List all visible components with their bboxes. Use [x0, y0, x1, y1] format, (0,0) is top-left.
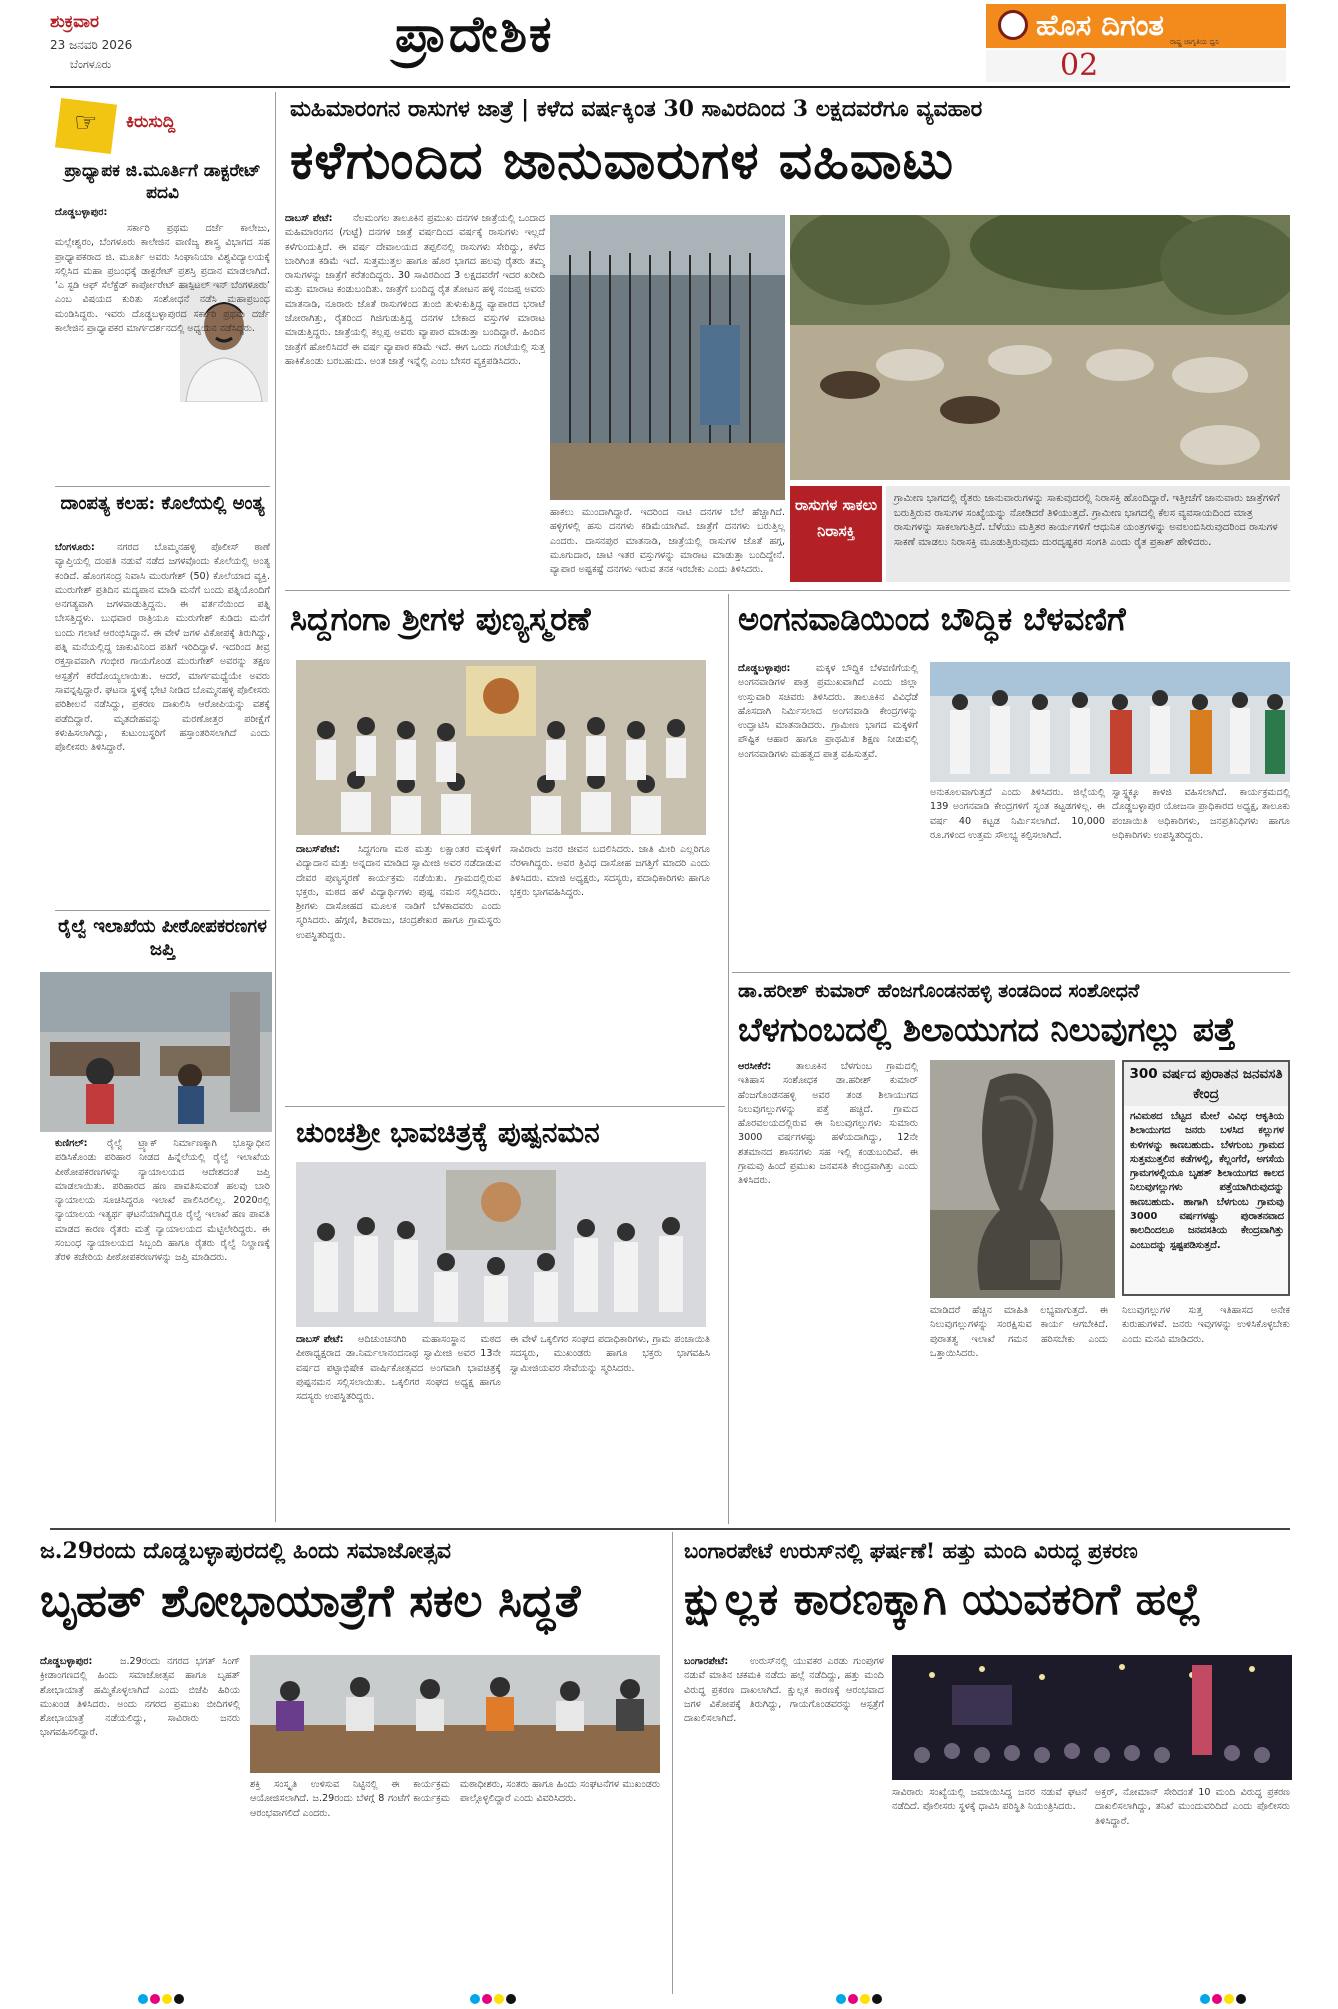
- shobhayatra-headline: ಬೃಹತ್ ಶೋಭಾಯಾತ್ರೆಗೆ ಸಕಲ ಸಿದ್ಧತೆ: [40, 1574, 581, 1627]
- lead-headline: ಕಳೆಗುಂದಿದ ಜಾನುವಾರುಗಳ ವಹಿವಾಟು: [290, 130, 955, 191]
- masthead-city: ಬೆಂಗಳೂರು: [70, 58, 112, 71]
- siddaganga-dateline: ದಾಬಸ್‌ಪೇಟೆ:: [296, 844, 341, 855]
- cmyk-mark-m4: [1212, 1994, 1222, 2004]
- middle-divider: [728, 594, 729, 1524]
- page-number: 02: [1060, 48, 1099, 83]
- siddaganga-rule: [285, 1106, 725, 1107]
- siddaganga-col-2: ಸಾವಿರಾರು ಜನರ ಜೀವನ ಬದಲಿಸಿದರು. ಜಾತಿ ಮೀರಿ ಎಲ್ಲರಿಗೂ ನೆರಳಾಗಿದ್ದರು. ಅವರ ತ್ರಿವಿಧ ದಾಸೋಹ ಜಗತ್ತಿಗೆ ಮಾದರಿ ಎಂದು ತಿಳಿಸಿದರು. ಮಾಜಿ ಅಧ್ಯಕ್ಷರು, ಸದಸ್ಯರು, ಪದಾಧಿಕಾರಿಗಳು ಹಾಗೂ ಭಕ್ತರು ಭಾಗವಹಿಸಿದ್ದರು.: [510, 844, 710, 898]
- anganwadi-col-2: ಅನುಕೂಲವಾಗುತ್ತದೆ ಎಂದು ತಿಳಿಸಿದರು. ಜಿಲ್ಲೆಯಲ್ಲಿ 139 ಅಂಗನವಾಡಿ ಕೇಂದ್ರಗಳಿಗೆ ಸ್ವಂತ ಕಟ್ಟಡಗಳಿಲ್ಲ. ಈ ವರ್ಷ 40 ಕಟ್ಟಡ ನಿರ್ಮಿಸಲಾಗಿದೆ. 10,000 ರೂ.ಗಳಿಂದ ಉತ್ತಮ ಸೌಲಭ್ಯ ಕಲ್ಪಿಸಲಾಗಿದೆ.: [930, 787, 1105, 841]
- chunchashri-col-1: ಆದಿಚುಂಚನಗಿರಿ ಮಹಾಸಂಸ್ಥಾನ ಮಠದ ಪೀಠಾಧ್ಯಕ್ಷರಾದ ಡಾ.ನಿರ್ಮಲಾನಂದನಾಥ ಸ್ವಾಮೀಜಿ ಅವರ 13ನೇ ವರ್ಷದ ಪಟ್ಟಾಭಿಷೇಕ ವಾರ್ಷಿಕೋತ್ಸವದ ಅಂಗವಾಗಿ ಭಾವಚಿತ್ರಕ್ಕೆ ಪುಷ್ಪನಮನ ಸಲ್ಲಿಸಲಾಯಿತು. ಒಕ್ಕಲಿಗರ ಸಂಘದ ಅಧ್ಯಕ್ಷ ಹಾಗೂ ಸದಸ್ಯರು ಉಪಸ್ಥಿತರಿದ್ದರು.: [296, 1334, 501, 1403]
- anganwadi-rule: [732, 972, 1290, 973]
- masthead: [0, 0, 1338, 86]
- shilayuga-col-1: ತಾಲೂಕಿನ ಬೆಳಗುಂಬ ಗ್ರಾಮದಲ್ಲಿ ಇತಿಹಾಸ ಸಂಶೋಧಕ ಡಾ.ಹರೀಶ್ ಕುಮಾರ್ ಹೆಂಜಗೊಂಡನಹಳ್ಳಿ ಅವರ ತಂಡ ಶಿಲಾಯುಗದ ನಿಲುವುಗಲ್ಲುಗಳನ್ನು ಪತ್ತೆ ಹಚ್ಚಿದೆ. ಗ್ರಾಮದ ಹೊರವಲಯದಲ್ಲಿರುವ ಈ ನಿಲುವುಗಲ್ಲುಗಳು ಸುಮಾರು 3000 ವರ್ಷಗಳಷ್ಟು ಹಳೆಯದಾಗಿದ್ದು, 12ನೇ ಶತಮಾನದ ಶಾಸನಗಳು ಸಹ ಇಲ್ಲಿ ಕಂಡುಬಂದಿವೆ. ಈ ಗ್ರಾಮವು ಹಿಂದೆ ಪ್ರಮುಖ ಜನವಸತಿ ಕೇಂದ್ರವಾಗಿತ್ತು ಎಂದು ತಿಳಿಸಿದರು.: [738, 1061, 918, 1187]
- anganwadi-photo: [930, 662, 1290, 782]
- masthead-rule: [50, 86, 1290, 88]
- cmyk-mark-c3: [836, 1994, 846, 2004]
- sidebar-divider: [275, 92, 276, 1522]
- chunchashri-photo: [296, 1162, 706, 1327]
- cmyk-mark-c4: [1200, 1994, 1210, 2004]
- siddaganga-col-1: ಸಿದ್ದಗಂಗಾ ಮಠ ಮತ್ತು ಲಕ್ಷಾಂತರ ಮಕ್ಕಳಿಗೆ ವಿದ್ಯಾದಾನ ಮತ್ತು ಅನ್ನದಾನ ಮಾಡಿದ ಸ್ವಾಮೀಜಿ ಅವರ ನಡೆದಾಡುವ ದೇವರ ಪುಣ್ಯಸ್ಮರಣೆ ಕಾರ್ಯಕ್ರಮ ನಡೆಯಿತು. ಗ್ರಾಮದಲ್ಲಿರುವ ಭಕ್ತರು, ಮಠದ ಹಳೆ ವಿದ್ಯಾರ್ಥಿಗಳು ಪುಷ್ಪ ನಮನ ಸಲ್ಲಿಸಿದರು. ಶ್ರೀಗಳು ದಾಸೋಹದ ಮೂಲಕ ನಾಡಿಗೆ ಬೆಳಕಾದವರು ಎಂದು ಸ್ಮರಿಸಿದರು. ಹೆಗ್ಗಣಿ, ಶಿವರಾಜು, ಚಂದ್ರಶೇಖರ ಹಾಗೂ ಗ್ರಾಮಸ್ಥರು ಉಪಸ್ಥಿತರಿದ್ದರು.: [296, 844, 501, 941]
- shobhayatra-kicker: ಜ.29ರಂದು ದೊಡ್ಡಬಳ್ಳಾಪುರದಲ್ಲಿ ಹಿಂದು ಸಮಾಜೋತ್ಸವ: [40, 1538, 452, 1564]
- shilayuga-col-2: ಮಾಡಿದರೆ ಹೆಚ್ಚಿನ ಮಾಹಿತಿ ಲಭ್ಯವಾಗುತ್ತದೆ. ಈ ನಿಲುವುಗಲ್ಲುಗಳನ್ನು ಸಂರಕ್ಷಿಸುವ ಕಾರ್ಯ ಆಗಬೇಕಿದೆ. ಪುರಾತತ್ವ ಇಲಾಖೆ ಗಮನ ಹರಿಸಬೇಕು ಎಂದು ಒತ್ತಾಯಿಸಿದರು.: [930, 1305, 1108, 1359]
- lead-kicker: ಮಹಿಮಾರಂಗನ ರಾಸುಗಳ ಜಾತ್ರೆ | ಕಳೆದ ವರ್ಷಕ್ಕಿಂತ 30 ಸಾವಿರದಿಂದ 3 ಲಕ್ಷದವರೆಗೂ ವ್ಯವಹಾರ: [290, 96, 983, 122]
- kiru-suddi-badge: ಕಿರುಸುದ್ದಿ: [126, 112, 176, 132]
- chunchashri-col-2: ಈ ವೇಳೆ ಒಕ್ಕಲಿಗರ ಸಂಘದ ಪದಾಧಿಕಾರಿಗಳು, ಗ್ರಾಮ ಪಂಚಾಯಿತಿ ಸದಸ್ಯರು, ಮುಖಂಡರು ಹಾಗೂ ಭಕ್ತರು ಭಾಗವಹಿಸಿ ಸ್ವಾಮೀಜಿಯವರ ಸೇವೆಯನ್ನು ಸ್ಮರಿಸಿದರು.: [510, 1334, 710, 1374]
- urus-col-1: ಉರುಸ್‌ನಲ್ಲಿ ಯುವಕರ ಎರಡು ಗುಂಪುಗಳ ನಡುವೆ ಮಾತಿನ ಚಕಮಕಿ ನಡೆದು ಹಲ್ಲೆ ನಡೆದಿದ್ದು, ಹತ್ತು ಮಂದಿ ವಿರುದ್ಧ ಪ್ರಕರಣ ದಾಖಲಾಗಿದೆ. ಕ್ಷುಲ್ಲಕ ಕಾರಣಕ್ಕೆ ಆರಂಭವಾದ ಜಗಳ ವಿಕೋಪಕ್ಕೆ ತಿರುಗಿದ್ದು, ಗಾಯಗೊಂಡವರನ್ನು ಆಸ್ಪತ್ರೆಗೆ ದಾಖಲಿಸಲಾಗಿದೆ.: [684, 1656, 884, 1725]
- cmyk-mark-y3: [860, 1994, 870, 2004]
- railway-photo: [40, 972, 272, 1132]
- shilayuga-fact-text: ಗವಿಮಠದ ಬೆಟ್ಟದ ಮೇಲೆ ವಿವಿಧ ಆಕೃತಿಯ ಶಿಲಾಯುಗದ ಜನರು ಬಳಸಿದ ಕಲ್ಲುಗಳ ಕುಳಿಗಳನ್ನು ಕಾಣಬಹುದು. ಬೆಳಗುಂಬ ಗ್ರಾಮದ ಸುತ್ತಮುತ್ತಲಿನ ಕಡೆಗಳಲ್ಲಿ, ಕೆಲ್ಲಂಗೆರೆ, ಅಗಸೆಯ ಗ್ರಾಮಗಳಲ್ಲಿಯೂ ಬೃಹತ್ ಶಿಲಾಯುಗದ ಕಾಲದ ನಿಲುವುಗಲ್ಲುಗಳು ಪತ್ತೆಯಾಗಿರುವುದನ್ನು ಕಾಣಬಹುದು. ಹಾಗಾಗಿ ಬೆಳಗುಂಬ ಗ್ರಾಮವು 3000 ವರ್ಷಗಳಷ್ಟು ಪುರಾತನವಾದ ಕಾಲದಿಂದಲೂ ಜನವಸತಿಯ ಕೇಂದ್ರವಾಗಿತ್ತು ಎಂಬುದನ್ನು ಸ್ಪಷ್ಟಪಡಿಸುತ್ತದೆ.: [1130, 1111, 1284, 1251]
- sidebar-rule-1: [55, 486, 270, 487]
- anganwadi-headline: ಅಂಗನವಾಡಿಯಿಂದ ಬೌದ್ಧಿಕ ಬೆಳವಣಿಗೆ: [738, 600, 1126, 638]
- lead-dateline: ದಾಬಸ್ ಪೇಟೆ:: [285, 213, 333, 224]
- urus-kicker: ಬಂಗಾರಪೇಟೆ ಉರುಸ್‌ನಲ್ಲಿ ಘರ್ಷಣೆ! ಹತ್ತು ಮಂದಿ ವಿರುದ್ಧ ಪ್ರಕರಣ: [684, 1538, 1138, 1563]
- chunchashri-dateline: ದಾಬಸ್ ಪೇಟೆ:: [296, 1334, 344, 1345]
- cmyk-mark-k4: [1236, 1994, 1246, 2004]
- shilayuga-headline: ಬೆಳಗುಂಬದಲ್ಲಿ ಶಿಲಾಯುಗದ ನಿಲುವುಗಲ್ಲು ಪತ್ತೆ: [738, 1010, 1236, 1049]
- shobhayatra-dateline: ದೊಡ್ಡಬಳ್ಳಾಪುರ:: [40, 1656, 93, 1667]
- sidebar-headline-3: ರೈಲ್ವೆ ಇಲಾಖೆಯ ಪೀಠೋಪಕರಣಗಳ ಜಪ್ತಿ: [58, 916, 267, 960]
- sidebar-rule-2: [55, 910, 270, 911]
- siddaganga-headline: ಸಿದ್ದಗಂಗಾ ಶ್ರೀಗಳ ಪುಣ್ಯಸ್ಮರಣೆ: [290, 600, 591, 638]
- cmyk-mark-k2: [506, 1994, 516, 2004]
- shilayuga-dateline: ಆರಸೀಕೆರೆ:: [738, 1061, 772, 1072]
- siddaganga-photo: [296, 660, 706, 835]
- shobhayatra-photo: [250, 1655, 660, 1773]
- lead-col-1: ನೆಲಮಂಗಲ ತಾಲೂಕಿನ ಪ್ರಮುಖ ದನಗಳ ಜಾತ್ರೆಯಲ್ಲಿ ಒಂದಾದ ಮಹಿಮಾರಂಗನ (ಗುಟ್ಟೆ) ದನಗಳ ಜಾತ್ರೆ ವರ್ಷದಿಂದ ವರ್ಷಕ್ಕೆ ರಾಸುಗಳು ಇಲ್ಲದೆ ಕಳೆಗುಂದುತ್ತಿದೆ. ಈ ವರ್ಷ ದೇವಾಲಯದ ತಪ್ಪಲಿನಲ್ಲಿ ರಾಸುಗಳು ಸೇರಿದ್ದು, ಕಳೆದ ಬಾರಿಗಿಂತ ಕಡಿಮೆ ಇದೆ. ಸುತ್ತಮುತ್ತಲ ಹಾಗೂ ಹೊರ ಭಾಗದ ಹಲವು ರೈತರು ತಮ್ಮ ರಾಸುಗಳನ್ನು ಜಾತ್ರೆಗೆ ಕರೆತಂದಿದ್ದರು. 30 ಸಾವಿರದಿಂದ 3 ಲಕ್ಷದವರೆಗೆ ಇದರ ಖರೀದಿ ಮತ್ತು ಮಾರಾಟ ಕಂಡುಬಂದಿತು. ಜಾತ್ರೆಗೆ ಬಂದಿದ್ದ ರೈತ ತೋಟನ ಹಳ್ಳಿ ನಂಜಪ್ಪ ಅವರು ಮಾತನಾಡಿ, ನೂರಾರು ಜೊತೆ ರಾಸುಗಳಿಂದ ತುಂಬಿ ತುಳುಕುತ್ತಿದ್ದ ವ್ಯಾಪಾರದ ಭರಾಟೆ ಜೋರಾಗಿತ್ತು, ರೈತರಿಂದ ಗಿಜಿಗುಡುತ್ತಿದ್ದ ದನಗಳ ಬೇಕಾದ ವಸ್ತುಗಳ ಮಾರಾಟ ಮಾಡುತ್ತಿದ್ದರು. ಜಾತ್ರೆಯಲ್ಲಿ ಕಲ್ಲಪ್ಪ ಅವರು ವ್ಯಾಪಾರ ಮಾಡುತ್ತಾ ಬಂದಿದ್ದಾರೆ. ಹಿಂದಿನ ಜಾತ್ರೆಗೆ ಹೋಲಿಸಿದರೆ ಈ ವರ್ಷ ವ್ಯಾಪಾರ ಕಡಿಮೆ ಇದೆ. ಈಗ ಒಂದು ಗಂಟೆಯಲ್ಲಿ ಸುತ್ತ ಹಾಕಿಕೊಂಡು ಬರಬಹುದು. ಅಂತ ಜಾತ್ರೆ ಇನ್ನೆಲ್ಲಿ ಎಂಬ ಬೇಸರ ವ್ಯಕ್ತಪಡಿಸಿದರು.: [285, 213, 545, 367]
- anganwadi-col-3: ಸ್ವಾಸ್ಥ್ಯಕ್ಕೂ ಕಾಳಜಿ ವಹಿಸಲಾಗಿದೆ. ಕಾರ್ಯಕ್ರಮದಲ್ಲಿ ದೊಡ್ಡಬಳ್ಳಾಪುರ ಯೋಜನಾ ಪ್ರಾಧಿಕಾರದ ಅಧ್ಯಕ್ಷ, ತಾಲೂಕು ಪಂಚಾಯಿತಿ ಅಧಿಕಾರಿಗಳು, ಜನಪ್ರತಿನಿಧಿಗಳು ಹಾಗೂ ಅಧಿಕಾರಿಗಳು ಉಪಸ್ಥಿತರಿದ್ದರು.: [1112, 787, 1290, 841]
- lead-photo-market: [550, 215, 785, 500]
- cmyk-mark-k: [174, 1994, 184, 2004]
- brand-strip: [986, 50, 1286, 82]
- sidebar-story-2: ನಗರದ ಬೊಮ್ಮನಹಳ್ಳಿ ಪೊಲೀಸ್ ಠಾಣೆ ವ್ಯಾಪ್ತಿಯಲ್ಲಿ ದಂಪತಿ ನಡುವೆ ನಡೆದ ಜಗಳವೊಂದು ಕೊಲೆಯಲ್ಲಿ ಅಂತ್ಯ ಕಂಡಿದೆ. ಹೊಂಗಸಂದ್ರ ನಿವಾಸಿ ಮುರುಗೇಶ್ (50) ಕೊಲೆಯಾದ ವ್ಯಕ್ತಿ. ಮುರುಗೇಶ್ ಪ್ರತಿದಿನ ಮದ್ಯಪಾನ ಮಾಡಿ ಮನೆಗೆ ಬಂದು ಪತ್ನಿಯೊಂದಿಗೆ ಅನಗತ್ಯವಾಗಿ ಜಗಳವಾಡುತ್ತಿದ್ದನು. ಈ ವರ್ತನೆಯಿಂದ ಪತ್ನಿ ಬೇಸತ್ತಿದ್ದಳು. ಬುಧವಾರ ರಾತ್ರಿಯೂ ಮುರುಗೇಶ್ ಕುಡಿದು ಮನೆಗೆ ಬಂದು ಗಲಾಟೆ ಆರಂಭಿಸಿದ್ದಾನೆ. ಈ ವೇಳೆ ಜಗಳ ವಿಕೋಪಕ್ಕೆ ತಿರುಗಿದ್ದು, ಪತ್ನಿ ಮನೆಯಲ್ಲಿದ್ದ ಚಾಕುವಿನಿಂದ ಪತಿಗೆ ಇರಿದಿದ್ದಾಳೆ. ಇದರಿಂದ ತೀವ್ರ ರಕ್ತಸ್ರಾವವಾಗಿ ಗಂಭೀರ ಗಾಯಗೊಂಡ ಮುರುಗೇಶ್ ಅವರನ್ನು ತಕ್ಷಣ ಆಸ್ಪತ್ರೆಗೆ ಕರೆದೊಯ್ಯಲಾಯಿತು. ಆದರೆ, ಮಾರ್ಗಮಧ್ಯೆಯೇ ಅವರು ಸಾವನ್ನಪ್ಪಿದ್ದಾರೆ. ಘಟನಾ ಸ್ಥಳಕ್ಕೆ ಭೇಟಿ ನೀಡಿದ ಬೊಮ್ಮನಹಳ್ಳಿ ಪೊಲೀಸರು ಪರಿಶೀಲನೆ ನಡೆಸಿದ್ದು, ಪ್ರಕರಣ ದಾಖಲಿಸಿ ಆರೋಪಿಯನ್ನು ವಶಕ್ಕೆ ಪಡೆದಿದ್ದಾರೆ. ಮೃತದೇಹವನ್ನು ಮರಣೋತ್ತರ ಪರೀಕ್ಷೆಗೆ ಕಳುಹಿಸಲಾಗಿದ್ದು, ಕುಟುಂಬಸ್ಥರಿಗೆ ಹಸ್ತಾಂತರಿಸಲಾಗಿದೆ ಎಂದು ಪೊಲೀಸರು ತಿಳಿಸಿದ್ದಾರೆ.: [55, 542, 270, 754]
- pointing-hand-icon: ☞: [74, 108, 98, 138]
- bottom-divider: [672, 1532, 673, 1994]
- section-title: ಪ್ರಾದೇಶಿಕ: [395, 4, 554, 63]
- sidebar-dateline-1: ದೊಡ್ಡಬಳ್ಳಾಪುರ:: [55, 207, 108, 218]
- sidebar-headline-2: ದಾಂಪತ್ಯ ಕಲಹ: ಕೊಲೆಯಲ್ಲಿ ಅಂತ್ಯ: [60, 493, 265, 514]
- anganwadi-dateline: ದೊಡ್ಡಬಳ್ಳಾಪುರ:: [738, 663, 791, 674]
- cmyk-mark-y4: [1224, 1994, 1234, 2004]
- sidebar-headline-1: ಪ್ರಾಧ್ಯಾಪಕ ಜಿ.ಮೂರ್ತಿಗೆ ಡಾಕ್ಟರೇಟ್ ಪದವಿ: [64, 161, 261, 203]
- lead-bottom-rule: [285, 590, 1290, 591]
- lead-col-2: ಹಾಕಲು ಮುಂದಾಗಿದ್ದಾರೆ. ಇದರಿಂದ ನಾಟಿ ದನಗಳ ಬೆಲೆ ಹೆಚ್ಚಾಗಿದೆ. ಹಳ್ಳಿಗಳಲ್ಲಿ ಹಸು ದನಗಳು ಕಡಿಮೆಯಾಗಿವೆ. ಜಾತ್ರೆಗೆ ದನಗಳು ಬರುತ್ತಿಲ್ಲ ಎಂದರು. ದಾಸನಪುರ ಮಾತನಾಡಿ, ಜಾತ್ರೆಯಲ್ಲಿ ರಾಸುಗಳ ಜೊತೆ ಹಗ್ಗ, ಮೂಗುದಾರ, ಚಾಟಿ ಇತರ ವಸ್ತುಗಳನ್ನು ಮಾರಾಟ ಮಾಡುತ್ತಾ ಬಂದಿದ್ದೇನೆ. ವ್ಯಾಪಾರ ಅಷ್ಟಕಷ್ಟೆ ದನಗಳು ಇರುವ ತನಕ ಇರಬೇಕು ಎಂದು ತಿಳಿಸಿದರು.: [550, 507, 785, 576]
- cmyk-mark-y: [162, 1994, 172, 2004]
- shobhayatra-col-1: ಜ.29ರಂದು ನಗರದ ಭಗತ್ ಸಿಂಗ್ ಕ್ರೀಡಾಂಗಣದಲ್ಲಿ ಹಿಂದು ಸಮಾಜೋತ್ಸವ ಹಾಗೂ ಬೃಹತ್ ಶೋಭಾಯಾತ್ರೆ ಹಮ್ಮಿಕೊಳ್ಳಲಾಗಿದೆ ಎಂದು ಬಿಜೆಪಿ ಹಿರಿಯ ಮುಖಂಡ ತಿಳಿಸಿದರು. ಅಂದು ನಗರದ ಪ್ರಮುಖ ಬೀದಿಗಳಲ್ಲಿ ಶೋಭಾಯಾತ್ರೆ ನಡೆಯಲಿದ್ದು, ಸಾವಿರಾರು ಜನರು ಭಾಗವಹಿಸಲಿದ್ದಾರೆ.: [40, 1656, 240, 1739]
- cmyk-mark-k3: [872, 1994, 882, 2004]
- cmyk-mark-m: [150, 1994, 160, 2004]
- cmyk-mark-c2: [470, 1994, 480, 2004]
- urus-headline: ಕ್ಷುಲ್ಲಕ ಕಾರಣಕ್ಕಾಗಿ ಯುವಕರಿಗೆ ಹಲ್ಲೆ: [684, 1574, 1202, 1625]
- cmyk-mark-m2: [482, 1994, 492, 2004]
- masthead-day: ಶುಕ್ರವಾರ: [50, 12, 99, 32]
- lead-photo-cattle: [790, 215, 1290, 480]
- urus-photo: [892, 1655, 1292, 1780]
- sidebar-story-3: ರೈಲ್ವೆ ಟ್ರ್ಯಾಕ್ ನಿರ್ಮಾಣಕ್ಕಾಗಿ ಭೂಸ್ವಾಧೀನ ಪಡಿಸಿಕೊಂಡು ಪರಿಹಾರ ನೀಡದ ಹಿನ್ನೆಲೆಯಲ್ಲಿ ರೈಲ್ವೆ ಇಲಾಖೆಯ ಪೀಠೋಪಕರಣಗಳನ್ನು ನ್ಯಾಯಾಲಯದ ಆದೇಶದಂತೆ ಜಪ್ತಿ ಮಾಡಲಾಯಿತು. ಪರಿಹಾರದ ಹಣ ಪಾವತಿಸುವಂತೆ ಹಲವು ಬಾರಿ ನ್ಯಾಯಾಲಯ ಸೂಚಿಸಿದ್ದರೂ ಇಲಾಖೆ ಪಾಲಿಸಿರಲಿಲ್ಲ. 2020ರಲ್ಲಿ ನ್ಯಾಯಾಲಯ ಇತ್ಯರ್ಥ ಘಟನೆಯಾಗಿದ್ದರೂ ರೈಲ್ವೆ ಇಲಾಖೆ ಹಣ ಪಾವತಿ ಮಾಡದ ಕಾರಣ ರೈತರು ಮತ್ತೆ ನ್ಯಾಯಾಲಯದ ಮೆಟ್ಟಿಲೇರಿದ್ದರು. ಈ ಸಂಬಂಧ ನ್ಯಾಯಾಲಯದ ಸಿಬ್ಬಂದಿ ಹಾಗೂ ರೈತರು ರೈಲ್ವೆ ನಿಲ್ದಾಣಕ್ಕೆ ತೆರಳಿ ಕಚೇರಿಯ ಪೀಠೋಪಕರಣಗಳನ್ನು ಜಪ್ತಿ ಮಾಡಿದರು.: [55, 1138, 270, 1264]
- masthead-date: 23 ಜನವರಿ 2026: [50, 38, 133, 52]
- urus-col-2: ಸಾವಿರಾರು ಸಂಖ್ಯೆಯಲ್ಲಿ ಜಮಾಯಿಸಿದ್ದ ಜನರ ನಡುವೆ ಘಟನೆ ನಡೆದಿದೆ. ಪೊಲೀಸರು ಸ್ಥಳಕ್ಕೆ ಧಾವಿಸಿ ಪರಿಸ್ಥಿತಿ ನಿಯಂತ್ರಿಸಿದರು.: [892, 1787, 1087, 1813]
- cmyk-mark-y2: [494, 1994, 504, 2004]
- shilayuga-col-3: ನಿಲುವುಗಲ್ಲುಗಳ ಸುತ್ತ ಇತಿಹಾಸದ ಅನೇಕ ಕುರುಹುಗಳಿವೆ. ಜನರು ಇವುಗಳನ್ನು ಉಳಿಸಿಕೊಳ್ಳಬೇಕು ಎಂದು ಮನವಿ ಮಾಡಿದರು.: [1122, 1305, 1290, 1345]
- sidebar-story-1: ಸರ್ಕಾರಿ ಪ್ರಥಮ ದರ್ಜೆ ಕಾಲೇಜು, ಮಲ್ಲೇಶ್ವರಂ, ಬೆಂಗಳೂರು ಕಾಲೇಜಿನ ವಾಣಿಜ್ಯ ಶಾಸ್ತ್ರ ವಿಭಾಗದ ಸಹ ಪ್ರಾಧ್ಯಾಪಕರಾದ ಜಿ. ಮೂರ್ತಿ ಅವರು ಸಿಂಘಾನಿಯಾ ವಿಶ್ವವಿದ್ಯಾಲಯಕ್ಕೆ ಸಲ್ಲಿಸಿದ ಮಹಾ ಪ್ರಬಂಧಕ್ಕೆ ಡಾಕ್ಟರೇಟ್ ಪ್ರಶಸ್ತಿ ಪ್ರದಾನ ಮಾಡಲಾಗಿದೆ. ‘ಎ ಸ್ಟಡಿ ಆಫ್ ಸೆಲೆಕ್ಟೆಡ್ ಕಾರ್ಪೋರೇಟ್ ಹಾಸ್ಪಿಟಲ್ ಇನ್ ಬೆಂಗಳೂರು’ ಎಂಬ ವಿಷಯದ ಕುರಿತು ಸಂಶೋಧನೆ ನಡೆಸಿ ಮಹಾಪ್ರಬಂಧ ಮಂಡಿಸಿದ್ದರು. ಇವರು ದೊಡ್ಡಬಳ್ಳಾಪುರದ ಸರ್ಕಾರಿ ಪ್ರಥಮ ದರ್ಜೆ ಕಾಲೇಜಿನ ಪ್ರಾಧ್ಯಾಪಕರ ಮಾರ್ಗದರ್ಶನದಲ್ಲಿ ಅಧ್ಯಯನ ನಡೆಸಿದ್ದರು.: [55, 223, 270, 335]
- shilayuga-kicker: ಡಾ.ಹರೀಶ್ ಕುಮಾರ್ ಹೆಂಜಗೊಂಡನಹಳ್ಳಿ ತಂಡದಿಂದ ಸಂಶೋಧನೆ: [738, 980, 1140, 1002]
- sidebar-dateline-2: ಬೆಂಗಳೂರು:: [55, 542, 95, 553]
- urus-dateline: ಬಂಗಾರಪೇಟೆ:: [684, 1656, 729, 1667]
- shilayuga-photo: [930, 1060, 1115, 1298]
- cmyk-mark-m3: [848, 1994, 858, 2004]
- urus-col-3: ಅಕ್ತರ್, ನೋಮಾನ್ ಸೇರಿದಂತೆ 10 ಮಂದಿ ವಿರುದ್ಧ ಪ್ರಕರಣ ದಾಖಲಿಸಲಾಗಿದ್ದು, ತನಿಖೆ ಮುಂದುವರಿದಿದೆ ಎಂದು ಪೊಲೀಸರು ತಿಳಿಸಿದ್ದಾರೆ.: [1095, 1787, 1290, 1827]
- cmyk-mark-c: [138, 1994, 148, 2004]
- bottom-section-rule: [50, 1528, 1290, 1530]
- lead-highlight: ರಾಸುಗಳ ಸಾಕಲು ನಿರಾಸಕ್ತಿ: [790, 486, 882, 582]
- sidebar-dateline-3: ಕುಣಿಗಲ್:: [55, 1138, 88, 1149]
- shilayuga-fact-title: 300 ವರ್ಷದ ಪುರಾತನ ಜನವಸತಿ ಕೇಂದ್ರ: [1124, 1062, 1288, 1106]
- shobhayatra-col-3: ಮಠಾಧೀಶರು, ಸಂತರು ಹಾಗೂ ಹಿಂದು ಸಂಘಟನೆಗಳ ಮುಖಂಡರು ಪಾಲ್ಗೊಳ್ಳಲಿದ್ದಾರೆ ಎಂದು ವಿವರಿಸಿದರು.: [460, 1779, 660, 1805]
- anganwadi-col-1: ಮಕ್ಕಳ ಬೌದ್ಧಿಕ ಬೆಳವಣಿಗೆಯಲ್ಲಿ ಅಂಗನವಾಡಿಗಳ ಪಾತ್ರ ಪ್ರಮುಖವಾಗಿದೆ ಎಂದು ಜಿಲ್ಲಾ ಉಸ್ತುವಾರಿ ಸಚಿವರು ತಿಳಿಸಿದರು. ತಾಲೂಕಿನ ವಿವಿಧೆಡೆ ಹೊಸದಾಗಿ ನಿರ್ಮಿಸಲಾದ ಅಂಗನವಾಡಿ ಕೇಂದ್ರಗಳನ್ನು ಉದ್ಘಾಟಿಸಿ ಮಾತನಾಡಿದರು. ಗ್ರಾಮೀಣ ಭಾಗದ ಮಕ್ಕಳಿಗೆ ಪೌಷ್ಟಿಕ ಆಹಾರ ಹಾಗೂ ಪ್ರಾಥಮಿಕ ಶಿಕ್ಷಣ ನೀಡುವಲ್ಲಿ ಅಂಗನವಾಡಿಗಳು ಮಹತ್ವದ ಪಾತ್ರ ವಹಿಸುತ್ತವೆ.: [738, 663, 918, 760]
- chunchashri-headline: ಚುಂಚಶ್ರೀ ಭಾವಚಿತ್ರಕ್ಕೆ ಪುಷ್ಪನಮನ: [296, 1116, 600, 1149]
- brand-tagline: ರಾಷ್ಟ್ರ ಜಾಗೃತಿಯ ಧ್ವನಿ: [1170, 38, 1220, 46]
- brand-logo-icon: [998, 10, 1028, 40]
- shobhayatra-col-2: ಶಕ್ತಿ ಸಂಸ್ಕೃತಿ ಉಳಿಸುವ ನಿಟ್ಟಿನಲ್ಲಿ ಈ ಕಾರ್ಯಕ್ರಮ ಆಯೋಜಿಸಲಾಗಿದೆ. ಜ.29ರಂದು ಬೆಳಗ್ಗೆ 8 ಗಂಟೆಗೆ ಕಾರ್ಯಕ್ರಮ ಆರಂಭವಾಗಲಿದೆ ಎಂದರು.: [250, 1779, 450, 1819]
- brand-name: ಹೊಸ ದಿಗಂತ: [1036, 8, 1164, 42]
- lead-highlight-note: ಗ್ರಾಮೀಣ ಭಾಗದಲ್ಲಿ ರೈತರು ಜಾನುವಾರುಗಳನ್ನು ಸಾಕುವುದರಲ್ಲಿ ನಿರಾಸಕ್ತಿ ಹೊಂದಿದ್ದಾರೆ. ಇತ್ತೀಚೆಗೆ ಜಾನುವಾರು ಜಾತ್ರೆಗಳಿಗೆ ಬರುತ್ತಿರುವ ರಾಸುಗಳ ಸಂಖ್ಯೆಯನ್ನು ನೋಡಿದರೆ ತಿಳಿಯುತ್ತದೆ. ಗ್ರಾಮೀಣ ಭಾಗದಲ್ಲಿ ಕೆಲಸ ವ್ಯವಸಾಯದಿಂದ ಮಾತ್ರ ರಾಸುಗಳನ್ನು ಸಾಕಲಾಗುತ್ತಿದೆ. ಬೆಳೆಯು ಮತ್ತಿತರ ಕಾರ್ಯಗಳಿಗೆ ಆಧುನಿಕ ಯಂತ್ರಗಳನ್ನು ಅವಲಂಬಿಸಿರುವುದರಿಂದ ರಾಸುಗಳ ಸಾಕಣೆ ಮಾಡಲು ನಿರಾಸಕ್ತಿ ಮೂಡುತ್ತಿರುವುದು ದುರದೃಷ್ಟಕರ ಸಂಗತಿ ಎಂದು ರೈತ ಪ್ರಕಾಶ್ ಹೇಳಿದರು.: [886, 486, 1290, 582]
